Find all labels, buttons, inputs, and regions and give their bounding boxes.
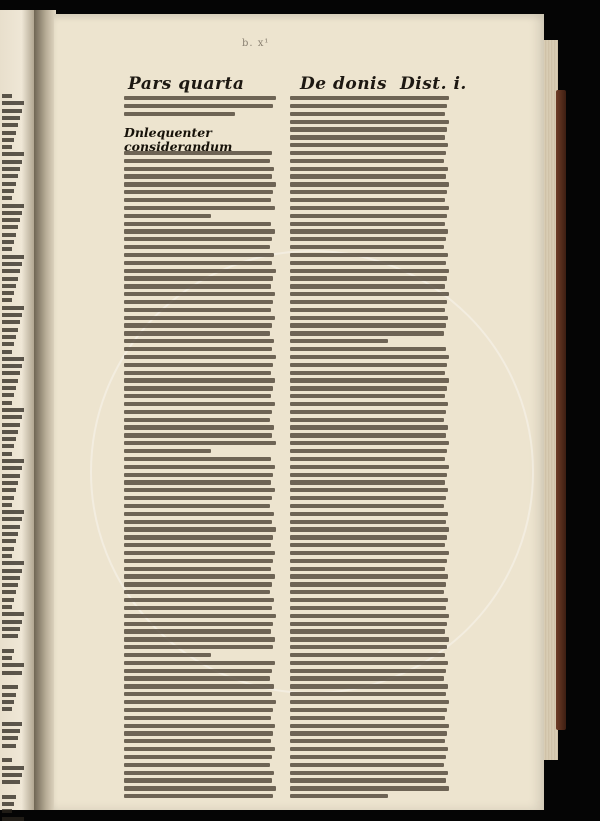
text-line — [290, 363, 447, 367]
text-line — [124, 700, 276, 704]
text-line — [2, 233, 16, 237]
text-line — [124, 755, 272, 759]
text-line — [290, 794, 388, 798]
text-line — [124, 661, 275, 665]
text-line — [2, 773, 22, 777]
text-line — [2, 350, 12, 354]
binding-cover — [556, 90, 566, 730]
text-line — [290, 206, 449, 210]
text-line — [290, 331, 444, 335]
text-line — [124, 159, 270, 163]
text-line — [290, 676, 444, 680]
text-line — [290, 771, 448, 775]
text-line — [124, 598, 274, 602]
text-line — [124, 167, 274, 171]
text-line — [290, 347, 446, 351]
text-line — [290, 669, 446, 673]
text-line — [290, 496, 446, 500]
text-line — [2, 247, 12, 251]
text-line — [290, 167, 448, 171]
text-line — [2, 517, 22, 521]
text-line — [290, 590, 444, 594]
text-line — [124, 323, 272, 327]
text-line — [290, 441, 449, 445]
text-line — [124, 386, 273, 390]
text-line — [2, 284, 16, 288]
text-line — [2, 488, 16, 492]
text-line — [2, 298, 12, 302]
text-line — [290, 386, 447, 390]
text-line — [2, 656, 12, 660]
text-line — [2, 605, 12, 609]
text-line — [290, 739, 445, 743]
text-line — [290, 237, 446, 241]
text-line — [2, 328, 18, 332]
text-line — [2, 817, 24, 821]
text-line — [2, 408, 24, 412]
text-line — [290, 778, 446, 782]
text-line — [290, 457, 445, 461]
text-line — [124, 433, 272, 437]
text-line — [2, 174, 18, 178]
text-line — [290, 151, 446, 155]
text-line — [2, 371, 20, 375]
text-line — [124, 480, 271, 484]
text-line — [290, 747, 448, 751]
text-line — [2, 342, 14, 346]
text-line — [2, 627, 20, 631]
text-line — [2, 758, 12, 762]
text-line — [2, 218, 20, 222]
text-line — [124, 496, 272, 500]
text-line — [2, 452, 12, 456]
text-line — [124, 182, 276, 186]
text-line — [2, 634, 18, 638]
text-line — [124, 724, 275, 728]
text-line — [2, 554, 12, 558]
text-line — [124, 331, 270, 335]
text-line — [2, 196, 12, 200]
text-line — [290, 292, 449, 296]
text-line — [290, 598, 448, 602]
text-line — [2, 459, 24, 463]
text-line — [124, 449, 211, 453]
text-line — [290, 629, 445, 633]
text-line — [124, 488, 275, 492]
text-line — [290, 135, 445, 139]
text-line — [2, 780, 20, 784]
text-line — [2, 437, 16, 441]
text-line — [2, 204, 24, 208]
text-line — [124, 410, 272, 414]
text-line — [290, 543, 445, 547]
text-line — [124, 786, 276, 790]
text-line — [2, 109, 22, 113]
text-line — [2, 255, 24, 259]
text-line — [290, 661, 448, 665]
text-column-right — [290, 96, 454, 802]
text-line — [2, 364, 22, 368]
text-line — [2, 423, 20, 427]
text-line — [124, 559, 273, 563]
text-line — [124, 582, 272, 586]
text-line — [2, 291, 14, 295]
text-line — [124, 245, 270, 249]
text-line — [124, 237, 272, 241]
text-column-left — [124, 96, 282, 802]
text-line — [2, 101, 24, 105]
text-line — [290, 724, 449, 728]
text-line — [2, 123, 18, 127]
text-line — [124, 614, 276, 618]
text-line — [2, 415, 22, 419]
text-line — [124, 418, 270, 422]
text-line — [2, 685, 18, 689]
text-line — [124, 653, 211, 657]
text-line — [124, 669, 272, 673]
text-line — [290, 708, 447, 712]
text-line — [124, 708, 273, 712]
text-line — [124, 606, 272, 610]
text-line — [290, 284, 445, 288]
text-line — [2, 474, 20, 478]
text-line — [290, 433, 446, 437]
text-line — [290, 355, 449, 359]
text-line — [124, 535, 273, 539]
text-line — [124, 629, 271, 633]
text-line — [2, 729, 20, 733]
text-line — [290, 473, 447, 477]
text-line — [290, 410, 446, 414]
text-line — [2, 116, 20, 120]
text-line — [290, 269, 449, 273]
text-line — [290, 308, 445, 312]
text-line — [124, 590, 270, 594]
text-line — [290, 645, 447, 649]
text-line — [124, 253, 274, 257]
text-line — [124, 645, 273, 649]
text-line — [2, 620, 22, 624]
text-line — [124, 276, 273, 280]
text-line — [290, 504, 444, 508]
text-line — [2, 225, 18, 229]
text-line — [124, 222, 271, 226]
text-line — [290, 700, 449, 704]
text-line — [124, 261, 272, 265]
text-line — [2, 809, 12, 813]
text-line — [124, 520, 272, 524]
text-line — [290, 253, 448, 257]
text-line — [2, 598, 14, 602]
text-line — [2, 532, 18, 536]
text-line — [290, 763, 444, 767]
text-line — [2, 547, 14, 551]
text-line — [2, 802, 14, 806]
text-line — [290, 567, 445, 571]
text-line — [2, 240, 14, 244]
text-line — [290, 229, 448, 233]
text-line — [290, 222, 445, 226]
text-line — [290, 755, 446, 759]
text-line — [2, 94, 12, 98]
text-line — [124, 425, 274, 429]
text-line — [290, 449, 447, 453]
text-line — [124, 355, 276, 359]
text-line — [290, 425, 448, 429]
text-line — [2, 160, 22, 164]
text-line — [290, 684, 448, 688]
text-line — [290, 622, 447, 626]
text-line — [2, 262, 22, 266]
text-line — [290, 261, 446, 265]
text-line — [290, 96, 449, 100]
text-line — [2, 466, 22, 470]
text-line — [124, 371, 271, 375]
text-line — [290, 276, 447, 280]
text-line — [290, 402, 448, 406]
gutter-shadow — [34, 10, 56, 810]
text-line — [290, 339, 388, 343]
text-line — [2, 766, 24, 770]
text-line — [2, 145, 12, 149]
text-line — [124, 763, 270, 767]
text-line — [2, 583, 18, 587]
text-line — [290, 316, 448, 320]
text-line — [290, 394, 445, 398]
text-line — [290, 190, 447, 194]
text-line — [124, 465, 275, 469]
text-line — [124, 339, 274, 343]
text-line — [124, 378, 275, 382]
text-line — [2, 277, 18, 281]
text-line — [2, 525, 20, 529]
text-line — [2, 649, 14, 653]
text-line — [2, 320, 20, 324]
text-line — [2, 510, 24, 514]
text-line — [124, 206, 275, 210]
text-line — [124, 716, 271, 720]
text-line — [2, 393, 14, 397]
text-line — [124, 731, 273, 735]
text-line — [124, 96, 276, 100]
text-line — [124, 512, 274, 516]
text-line — [124, 363, 273, 367]
text-line — [290, 606, 446, 610]
text-line — [124, 692, 272, 696]
text-line — [2, 663, 24, 667]
text-line — [2, 576, 20, 580]
text-line — [2, 313, 22, 317]
text-line — [124, 504, 270, 508]
running-head-left: Pars quarta — [128, 74, 245, 94]
text-line — [290, 418, 444, 422]
text-line — [124, 567, 271, 571]
text-line — [2, 306, 24, 310]
text-line — [124, 543, 271, 547]
text-line — [290, 731, 447, 735]
text-line — [2, 189, 14, 193]
text-line — [124, 441, 276, 445]
text-line — [124, 190, 273, 194]
text-line — [2, 481, 18, 485]
text-line — [2, 795, 16, 799]
text-line — [290, 535, 447, 539]
text-line — [2, 736, 18, 740]
text-line — [124, 300, 273, 304]
text-line — [290, 716, 445, 720]
text-line — [2, 496, 14, 500]
text-line — [2, 590, 16, 594]
text-line — [290, 182, 449, 186]
text-line — [2, 671, 22, 675]
text-line — [290, 300, 447, 304]
text-line — [124, 551, 275, 555]
text-line — [124, 104, 273, 108]
text-line — [290, 214, 447, 218]
text-line — [124, 174, 272, 178]
text-line — [2, 379, 18, 383]
text-line — [290, 527, 449, 531]
text-line — [290, 653, 445, 657]
text-line — [124, 676, 270, 680]
text-line — [124, 637, 275, 641]
text-line — [290, 143, 448, 147]
text-line — [290, 559, 447, 563]
text-line — [290, 159, 444, 163]
text-line — [2, 707, 12, 711]
text-line — [124, 292, 275, 296]
text-line — [290, 574, 448, 578]
text-line — [2, 152, 24, 156]
text-line — [290, 582, 446, 586]
text-line — [290, 104, 447, 108]
text-line — [2, 138, 14, 142]
text-line — [290, 614, 449, 618]
text-line — [2, 503, 12, 507]
text-line — [290, 371, 445, 375]
text-line — [290, 245, 444, 249]
text-line — [290, 465, 449, 469]
folio-mark: b. x¹ — [242, 38, 270, 49]
text-line — [2, 539, 16, 543]
text-line — [124, 622, 273, 626]
text-line — [124, 574, 275, 578]
text-line — [124, 308, 271, 312]
text-line — [124, 214, 211, 218]
text-line — [124, 771, 274, 775]
text-line — [290, 480, 445, 484]
text-line — [124, 402, 275, 406]
incipit-heading: Dnlequenter considerandum — [124, 125, 233, 154]
text-line — [124, 198, 271, 202]
text-line — [290, 488, 448, 492]
text-line — [124, 473, 273, 477]
text-line — [124, 527, 276, 531]
text-line — [124, 778, 272, 782]
text-line — [2, 612, 24, 616]
text-line — [124, 316, 275, 320]
text-line — [124, 747, 275, 751]
text-line — [290, 551, 449, 555]
text-line — [2, 430, 18, 434]
text-line — [290, 120, 449, 124]
text-line — [2, 569, 22, 573]
text-line — [124, 284, 271, 288]
text-line — [124, 457, 271, 461]
text-line — [124, 112, 235, 116]
text-line — [290, 112, 445, 116]
text-line — [2, 182, 16, 186]
text-line — [124, 394, 271, 398]
running-head-right: Dist. i. — [400, 74, 467, 94]
text-line — [2, 357, 24, 361]
text-line — [290, 378, 449, 382]
text-line — [2, 693, 16, 697]
text-line — [2, 744, 16, 748]
text-line — [290, 692, 446, 696]
text-line — [2, 211, 22, 215]
text-line — [2, 700, 14, 704]
text-line — [290, 520, 446, 524]
text-line — [124, 347, 272, 351]
text-line — [2, 386, 16, 390]
text-line — [124, 684, 274, 688]
text-line — [124, 269, 276, 273]
text-line — [2, 131, 16, 135]
text-line — [290, 637, 449, 641]
text-line — [2, 269, 20, 273]
text-line — [290, 127, 447, 131]
text-line — [290, 512, 448, 516]
running-head-center: De donis — [300, 74, 388, 94]
text-line — [2, 335, 16, 339]
text-line — [124, 794, 273, 798]
text-line — [2, 561, 24, 565]
text-line — [2, 167, 20, 171]
previous-page-edge — [0, 10, 36, 810]
text-line — [2, 444, 14, 448]
text-line — [290, 786, 449, 790]
text-line — [290, 323, 446, 327]
text-line — [290, 198, 445, 202]
text-line — [124, 229, 275, 233]
text-line — [2, 722, 22, 726]
text-line — [290, 174, 446, 178]
text-line — [2, 401, 12, 405]
text-line — [124, 739, 271, 743]
